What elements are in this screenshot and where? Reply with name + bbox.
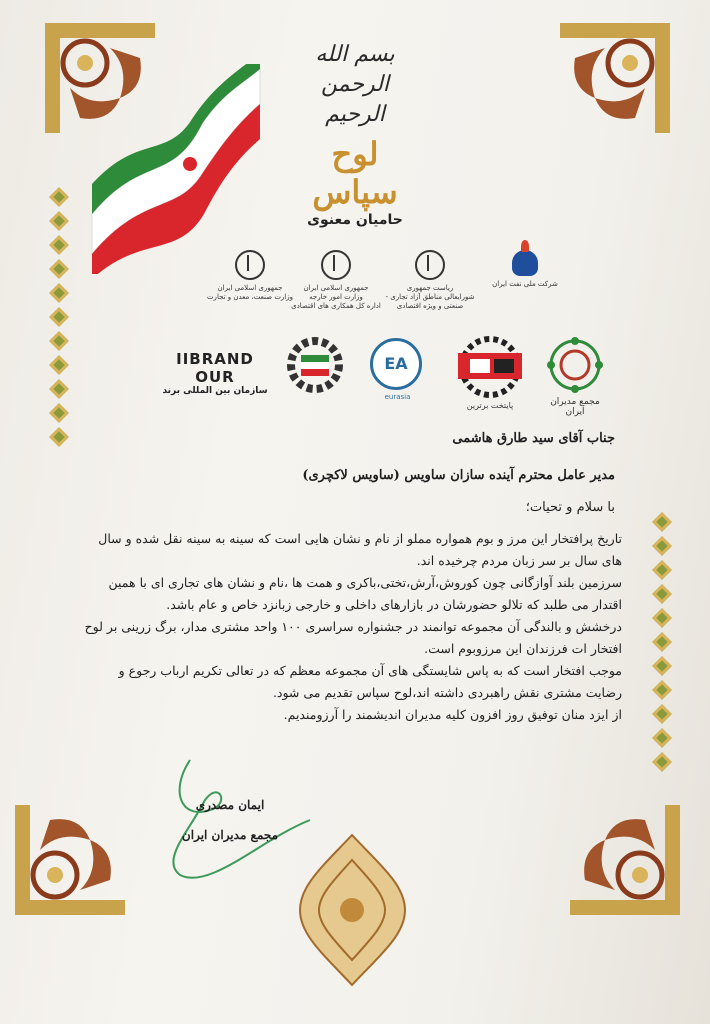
sponsor-emblems — [200, 250, 560, 320]
iran-emblem-icon — [321, 250, 351, 280]
iran-emblem-icon — [415, 250, 445, 280]
greeting: با سلام و تحیات؛ — [525, 500, 615, 515]
basmala-calligraphy: بسم الله الرحمن الرحیم — [315, 42, 395, 127]
recipient-name: جناب آقای سید طارق هاشمی — [452, 431, 615, 446]
signature-block — [160, 790, 300, 850]
corner-ornament-bottom-right — [565, 800, 685, 920]
managers-association-logo-icon — [545, 335, 605, 395]
paragraph: موجب افتخار است که به پاس شایستگی های آن مجموعه معظم که در تعالی تکریم ارباب رجوع و رضایت مشتری نقش راهبردی داشته اند،لوح سپاس تقدیم می شود. — [118, 663, 622, 700]
paragraph: درخشش و بالندگی آن مجموعه توانمند در جشنواره سراسری ۱۰۰ واحد مشتری مدار، برگ زرینی بر لوح افتخار ات فرزندان این مرزوبوم است. — [84, 619, 622, 656]
ea-logo: EA — [370, 338, 422, 390]
sponsor-ministry-foreign-affairs: جمهوری اسلامی ایران وزارت امور خارجه اداره کل همکاری های اقتصادی — [286, 250, 386, 311]
diamond-border-right — [655, 515, 677, 769]
sponsor-presidency-free-zones: ریاست جمهوری شورایعالی مناطق آزاد تجاری - صنعتی و ویژه اقتصادی — [380, 250, 480, 311]
bottom-center-ornament — [295, 830, 410, 990]
recipient-position: مدیر عامل محترم آینده سازان ساویس (ساویس لاکچری) — [302, 468, 615, 483]
corner-ornament-bottom-left — [10, 800, 130, 920]
corner-ornament-top-right — [555, 18, 675, 138]
signer-organization: مجمع مدیران ایران — [181, 828, 279, 842]
sponsor-ministry-industry: جمهوری اسلامی ایران وزارت صنعت، معدن و تجارت — [200, 250, 300, 302]
diamond-border-left — [52, 190, 74, 444]
signer-name: ایمان مصدری — [195, 798, 265, 812]
paragraph: تاریخ پرافتخار این مرز و بوم همواره مملو از نام و نشان هایی است که سینه به سینه نقل شده و سال های سال بر سر زبان مردم چرخیده اند. — [98, 531, 622, 568]
nioc-logo-icon — [512, 250, 538, 276]
sponsors-heading: حامیان معنوی — [307, 212, 403, 228]
capital-logo-label: پایتخت برترین — [466, 401, 514, 410]
capital-logo-icon — [450, 335, 530, 410]
certificate-title: لوح سپاس — [312, 135, 398, 211]
paragraph: از ایزد منان توفیق روز افزون کلیه مدیران اندیشمند را آرزومندیم. — [283, 707, 622, 722]
brand-organization-logo: IIBRAND OUR سازمان بین المللی برند — [162, 350, 268, 396]
ea-logo-caption: eurasia — [384, 393, 411, 401]
managers-association-label: مجمع مدیران ایران — [550, 397, 600, 417]
sponsor-national-oil-company: شرکت ملی نفت ایران — [475, 250, 575, 289]
iran-emblem-icon — [235, 250, 265, 280]
partner-logos — [160, 335, 610, 415]
gear-flag-logo-icon — [285, 335, 345, 395]
certificate-body — [82, 528, 622, 726]
iran-flag-icon — [82, 64, 262, 274]
paragraph: سرزمین بلند آوازگانی چون کوروش،آرش،تختی،باکری و همت ها ،نام و نشان های تجاری ای با همین اقتدار می طلبد که تلالو حضورشان در بازارهای داخلی و خارجی زبانزد خاص و عام باشد. — [108, 575, 622, 612]
